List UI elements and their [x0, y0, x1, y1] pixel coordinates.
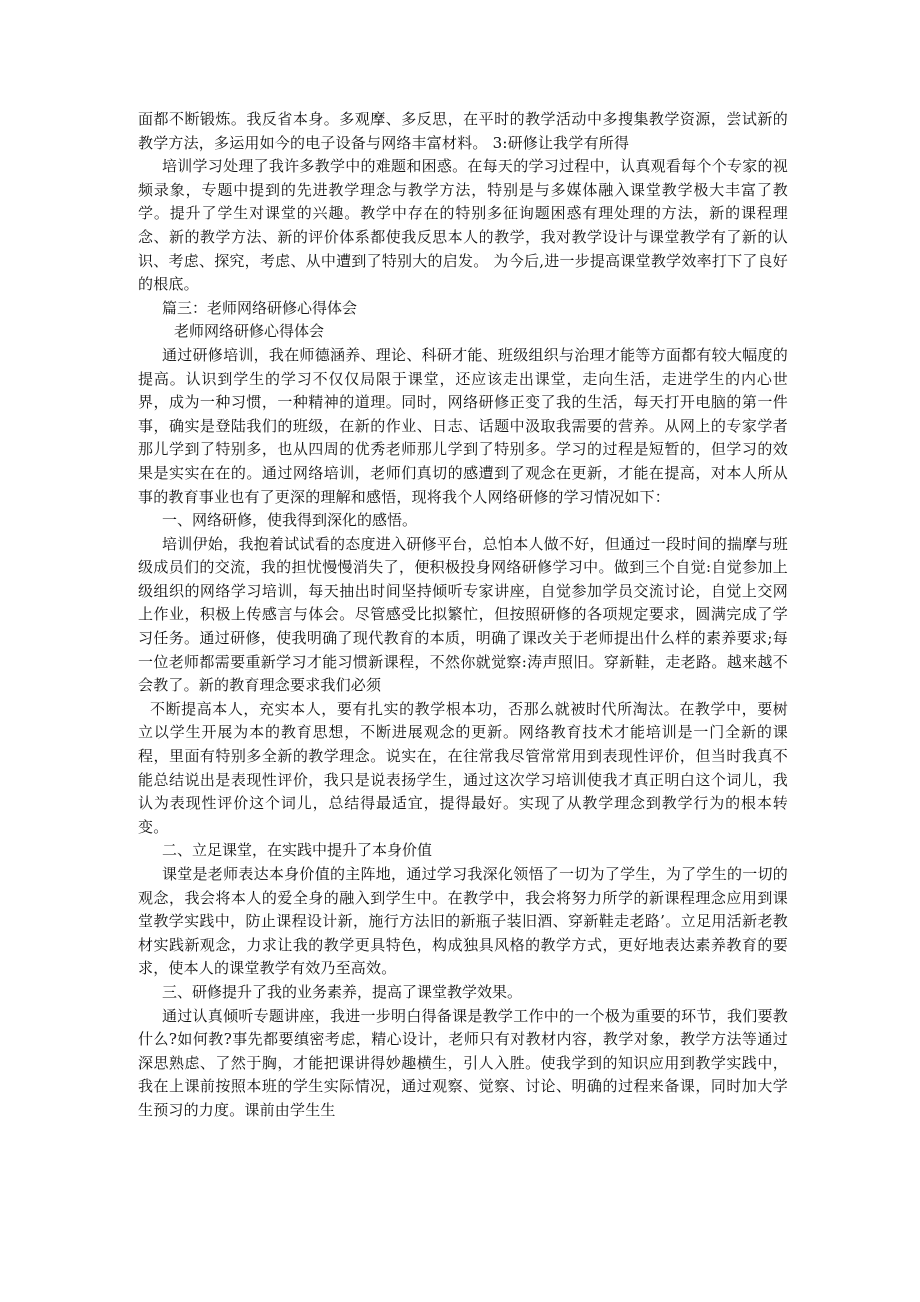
section-heading: 一、网络研修，使我得到深化的感悟。	[162, 511, 418, 530]
section-heading: 三、研修提升了我的业务素养，提高了课堂教学效果。	[162, 982, 523, 1001]
paragraph: 面都不断锻炼。我反省本身。多观摩、多反思，在平时的教学活动中多搜集教学资源，尝试新的教学方法，多运用如今的电子设备与网络丰富材料。 3:研修让我学有所得	[138, 110, 788, 152]
section-heading: 二、立足课堂，在实践中提升了本身价值	[162, 841, 433, 860]
paragraph: 通过认真倾听专题讲座，我进一步明白得备课是教学工作中的一个极为重要的环节，我们要教什么?如何教?事先都要缜密考虑，精心设计，老师只有对教材内容，教学对象，教学方法等通过深思熟虑、了然于胸，才能把课讲得妙趣横生，引人入胜。使我学到的知识应用到教学实践中，我在上课前按照本班的学生实际情况，通过观察、觉察、讨论、明确的过程来备课，同时加大学生预习的力度。课前由学生生	[138, 1006, 788, 1119]
paragraph: 不断提高本人，充实本人，要有扎实的教学根本功，否那么就被时代所淘汰。在教学中，要树立以学生开展为本的教育思想，不断进展观念的更新。网络教育技术才能培训是一门全新的课程，里面有特别多全新的教学理念。说实在，在往常我尽管常常用到表现性评价，但当时我真不能总结说出是表现性评价，我只是说表扬学生，通过这次学习培训使我才真正明白这个词儿，我认为表现性评价这个词儿，总结得最适宜，提得最好。实现了从教学理念到教学行为的根本转变。	[138, 699, 788, 836]
section-heading: 篇三：老师网络研修心得体会	[162, 298, 358, 317]
article-title: 老师网络研修心得体会	[174, 322, 325, 341]
paragraph: 培训伊始，我抱着试试看的态度进入研修平台，总怕本人做不好，但通过一段时间的揣摩与班级成员们的交流，我的担忧慢慢消失了，便积极投身网络研修学习中。做到三个自觉:自觉参加上级组织的网络学习培训，每天抽出时间坚持倾听专家讲座，自觉参加学员交流讨论，自觉上交网上作业，积极上传感言与体会。尽管感受比拟繁忙，但按照研修的各项规定要求，圆满完成了学习任务。通过研修，使我明确了现代教育的本质，明确了课改关于老师提出什么样的素养要求;每一位老师都需要重新学习才能习惯新课程，不然你就觉察:涛声照旧。穿新鞋，走老路。越来越不会教了。新的教育理念要求我们必须	[138, 534, 788, 695]
paragraph: 培训学习处理了我许多教学中的难题和困惑。在每天的学习过程中，认真观看每个个专家的视频录象，专题中提到的先进教学理念与教学方法，特别是与多媒体融入课堂教学极大丰富了教学。提升了学生对课堂的兴趣。教学中存在的特别多征询题困惑有理处理的方法，新的课程理念、新的教学方法、新的评价体系都使我反思本人的教学，我对教学设计与课堂教学有了新的认识、考虑、探究，考虑、从中遭到了特别大的启发。 为今后,进一步提高课堂教学效率打下了良好的根底。	[138, 157, 788, 294]
paragraph: 课堂是老师表达本身价值的主阵地，通过学习我深化领悟了一切为了学生，为了学生的一切的观念，我会将本人的爱全身的融入到学生中。在教学中，我会将努力所学的新课程理念应用到课堂教学实践中，防止课程设计新，施行方法旧的新瓶子装旧酒、穿新鞋走老路’。立足用活新老教材实践新观念，力求让我的教学更具特色，构成独具风格的教学方式，更好地表达素养教育的要求，使本人的课堂教学有效乃至高效。	[138, 865, 788, 978]
document-page	[138, 108, 788, 1123]
paragraph: 通过研修培训，我在师德涵养、理论、科研才能、班级组织与治理才能等方面都有较大幅度的提高。认识到学生的学习不仅仅局限于课堂，还应该走出课堂，走向生活，走进学生的内心世界，成为一种习惯，一种精神的道理。同时，网络研修正变了我的生活，每天打开电脑的第一件事，确实是登陆我们的班级，在新的作业、日志、话题中汲取我需要的营养。从网上的专家学者那儿学到了特别多，也从四周的优秀老师那儿学到了特别多。学习的过程是短暂的，但学习的效果是实实在在的。通过网络培训，老师们真切的感遭到了观念在更新，才能在提高，对本人所从事的教育事业也有了更深的理解和感悟，现将我个人网络研修的学习情况如下：	[138, 345, 788, 506]
